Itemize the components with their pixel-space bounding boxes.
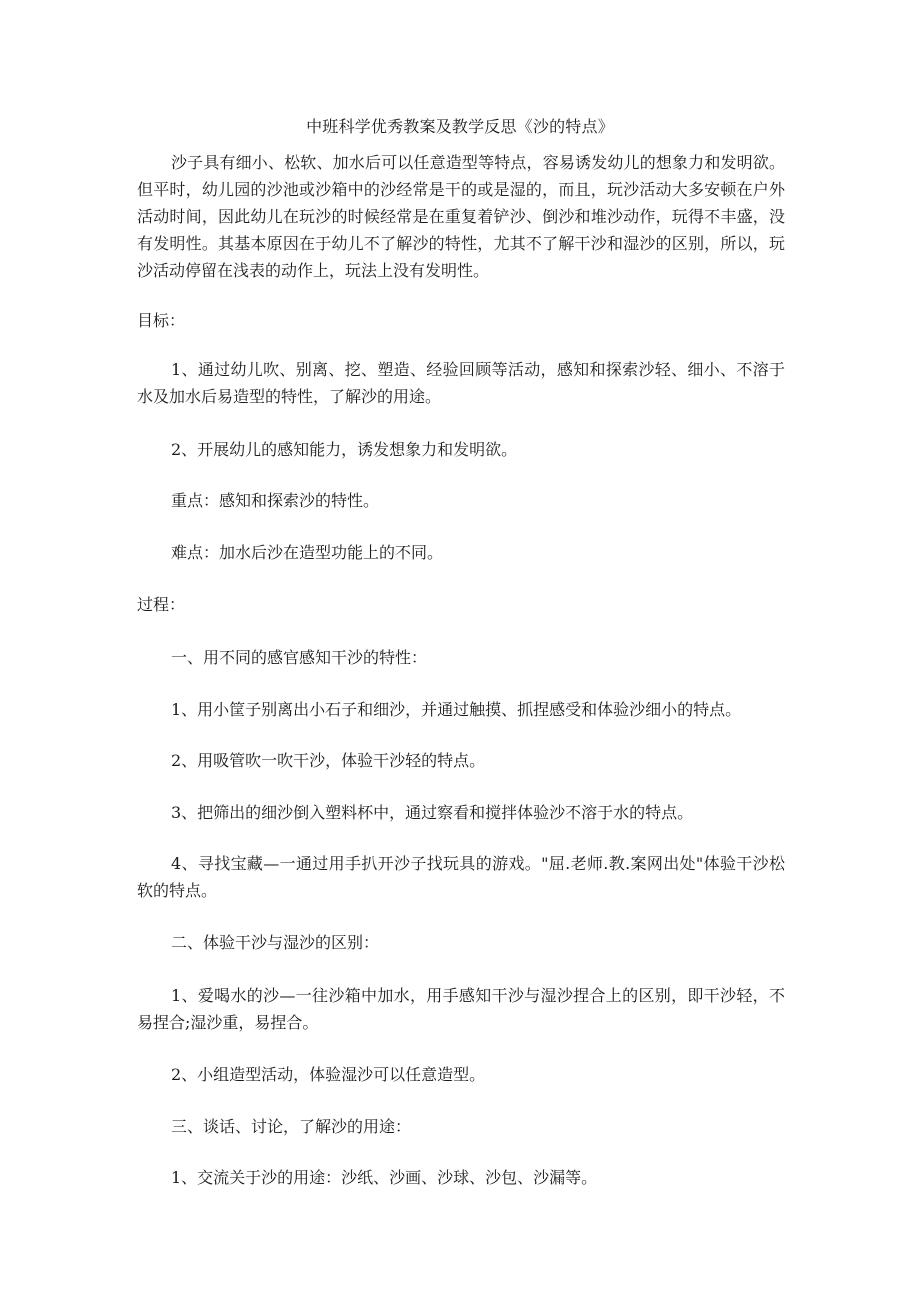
section-3-item-1: 1、交流关于沙的用途：沙纸、沙画、沙球、沙包、沙漏等。 — [171, 1168, 598, 1187]
section-1-heading: 一、用不同的感官感知干沙的特性： — [171, 648, 428, 667]
section-2-heading: 二、体验干沙与湿沙的区别： — [171, 933, 380, 952]
section-1-item-3: 3、把筛出的细沙倒入塑料杯中，通过察看和搅拌体验沙不溶于水的特点。 — [171, 803, 694, 822]
section-3-heading: 三、谈话、讨论，了解沙的用途： — [171, 1117, 412, 1136]
goal-item-2: 2、开展幼儿的感知能力，诱发想象力和发明欲。 — [171, 440, 518, 459]
intro-paragraph: 沙子具有细小、松软、加水后可以任意造型等特点，容易诱发幼儿的想象力和发明欲。但平时，幼儿园的沙池或沙箱中的沙经常是干的或是湿的，而且，玩沙活动大多安顿在户外活动时间，因此幼儿在玩沙的时候经常是在重复着铲沙、倒沙和堆沙动作，玩得不丰盛，没有发明性。其基本原因在于幼儿不了解沙的特性，尤其不了解干沙和湿沙的区别，所以，玩沙活动停留在浅表的动作上，玩法上没有发明性。 — [137, 153, 785, 280]
difficulty-point: 难点：加水后沙在造型功能上的不同。 — [171, 543, 444, 562]
document-title: 中班科学优秀教案及教学反思《沙的特点》 — [306, 117, 614, 136]
section-2-item-1: 1、爱喝水的沙—一往沙箱中加水，用手感知干沙与湿沙捏合上的区别，即干沙轻，不易捏合;湿沙重，易捏合。 — [137, 986, 785, 1032]
section-1-item-4: 4、寻找宝藏—一通过用手扒开沙子找玩具的游戏。"屈.老师.教.案网出处"体验干沙松软的特点。 — [137, 854, 785, 900]
goals-heading: 目标： — [137, 311, 186, 330]
goal-item-1: 1、通过幼儿吹、别离、挖、塑造、经验回顾等活动，感知和探索沙轻、细小、不溶于水及加水后易造型的特性，了解沙的用途。 — [137, 360, 785, 406]
key-point: 重点：感知和探索沙的特性。 — [171, 491, 380, 510]
section-1-item-1: 1、用小筐子别离出小石子和细沙，并通过触摸、抓捏感受和体验沙细小的特点。 — [171, 700, 742, 719]
section-2-item-2: 2、小组造型活动，体验湿沙可以任意造型。 — [171, 1065, 486, 1084]
section-1-item-2: 2、用吸管吹一吹干沙，体验干沙轻的特点。 — [171, 751, 486, 770]
process-heading: 过程： — [137, 595, 186, 614]
